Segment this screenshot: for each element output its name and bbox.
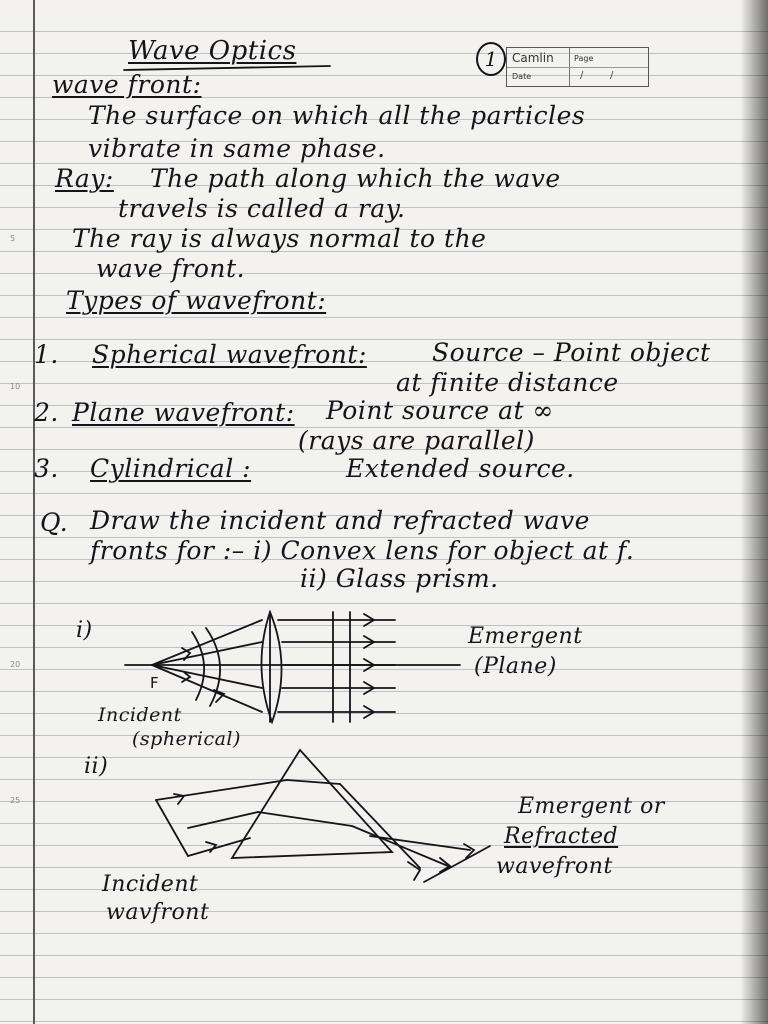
ray-normal-line2: wave front. (96, 254, 246, 283)
wavefront-heading: wave front: (52, 70, 202, 99)
page-title: Wave Optics (128, 36, 297, 66)
type-number: 2. (34, 398, 59, 427)
margin-number: 5 (10, 234, 16, 243)
type-number: 3. (34, 454, 59, 483)
ray-line (152, 620, 262, 665)
glass-prism (232, 750, 392, 858)
focus-label: F (150, 674, 160, 692)
question-line2: fronts for :– i) Convex lens for object at f. (90, 536, 635, 565)
ray-line (152, 642, 262, 665)
incident-ray (188, 838, 250, 856)
incident-label: Incident (98, 704, 182, 726)
question-line1: Draw the incident and refracted wave (90, 506, 590, 535)
emergent-or-label: Emergent or (518, 794, 665, 819)
arrow-head (408, 862, 420, 880)
incident-wavefront-label: Incident (102, 872, 199, 897)
wavefront-label: wavefront (496, 854, 613, 879)
type-name-spherical: Spherical wavefront: (92, 340, 367, 369)
incident-spherical-label: (spherical) (132, 728, 241, 750)
title-underline (124, 66, 330, 70)
margin-number: 20 (10, 660, 21, 669)
ray-line (152, 665, 262, 712)
question-number: Q. (40, 508, 69, 537)
arrow-head (174, 794, 184, 804)
type-desc-plane-1: Point source at ∞ (326, 396, 554, 425)
refracted-label: Refracted (504, 824, 619, 849)
emergent-plane-label: (Plane) (474, 654, 557, 679)
wavefront-definition-line1: The surface on which all the particles (88, 101, 586, 130)
camlin-brand: Camlin (512, 51, 554, 65)
ray-definition-line2: travels is called a ray. (118, 194, 406, 223)
type-desc-spherical-1: Source – Point object (432, 338, 711, 367)
incident-plane-wavefront (156, 800, 188, 856)
diagram1-label: i) (76, 618, 93, 643)
date-label: Date (512, 72, 532, 81)
incident-wavefront-label2: wavfront (106, 900, 210, 925)
page-label: Page (574, 54, 594, 63)
types-heading: Types of wavefront: (66, 286, 327, 315)
emergent-label: Emergent (468, 624, 583, 649)
type-name-cylindrical: Cylindrical : (90, 454, 252, 483)
page-number-circle: 1 (476, 42, 506, 76)
incident-wavefront-arc (192, 632, 204, 700)
ray-definition-line1: The path along which the wave (150, 164, 561, 193)
type-desc-spherical-2: at finite distance (396, 368, 619, 397)
type-number: 1. (34, 340, 59, 369)
refracted-ray (258, 812, 352, 826)
diagram2-label: ii) (84, 754, 109, 779)
ray-line (152, 665, 262, 688)
type-desc-plane-2: (rays are parallel) (298, 426, 535, 455)
incident-ray (188, 812, 258, 828)
wavefront-definition-line2: vibrate in same phase. (88, 134, 386, 163)
incident-ray (156, 780, 287, 800)
margin-number: 10 (10, 382, 21, 391)
ray-heading: Ray: (55, 164, 114, 193)
date-slash: / (580, 70, 584, 81)
emergent-ray (352, 826, 448, 866)
ray-normal-line1: The ray is always normal to the (72, 224, 487, 253)
refracted-ray (287, 780, 340, 784)
margin-number: 25 (10, 796, 21, 805)
type-name-plane: Plane wavefront: (72, 398, 295, 427)
convex-lens (261, 612, 281, 722)
date-slash: / (610, 70, 614, 81)
emergent-wavefront (424, 846, 490, 882)
question-line3: ii) Glass prism. (300, 564, 499, 593)
page-edge-shadow (740, 0, 768, 1024)
type-desc-cylindrical: Extended source. (346, 454, 575, 483)
